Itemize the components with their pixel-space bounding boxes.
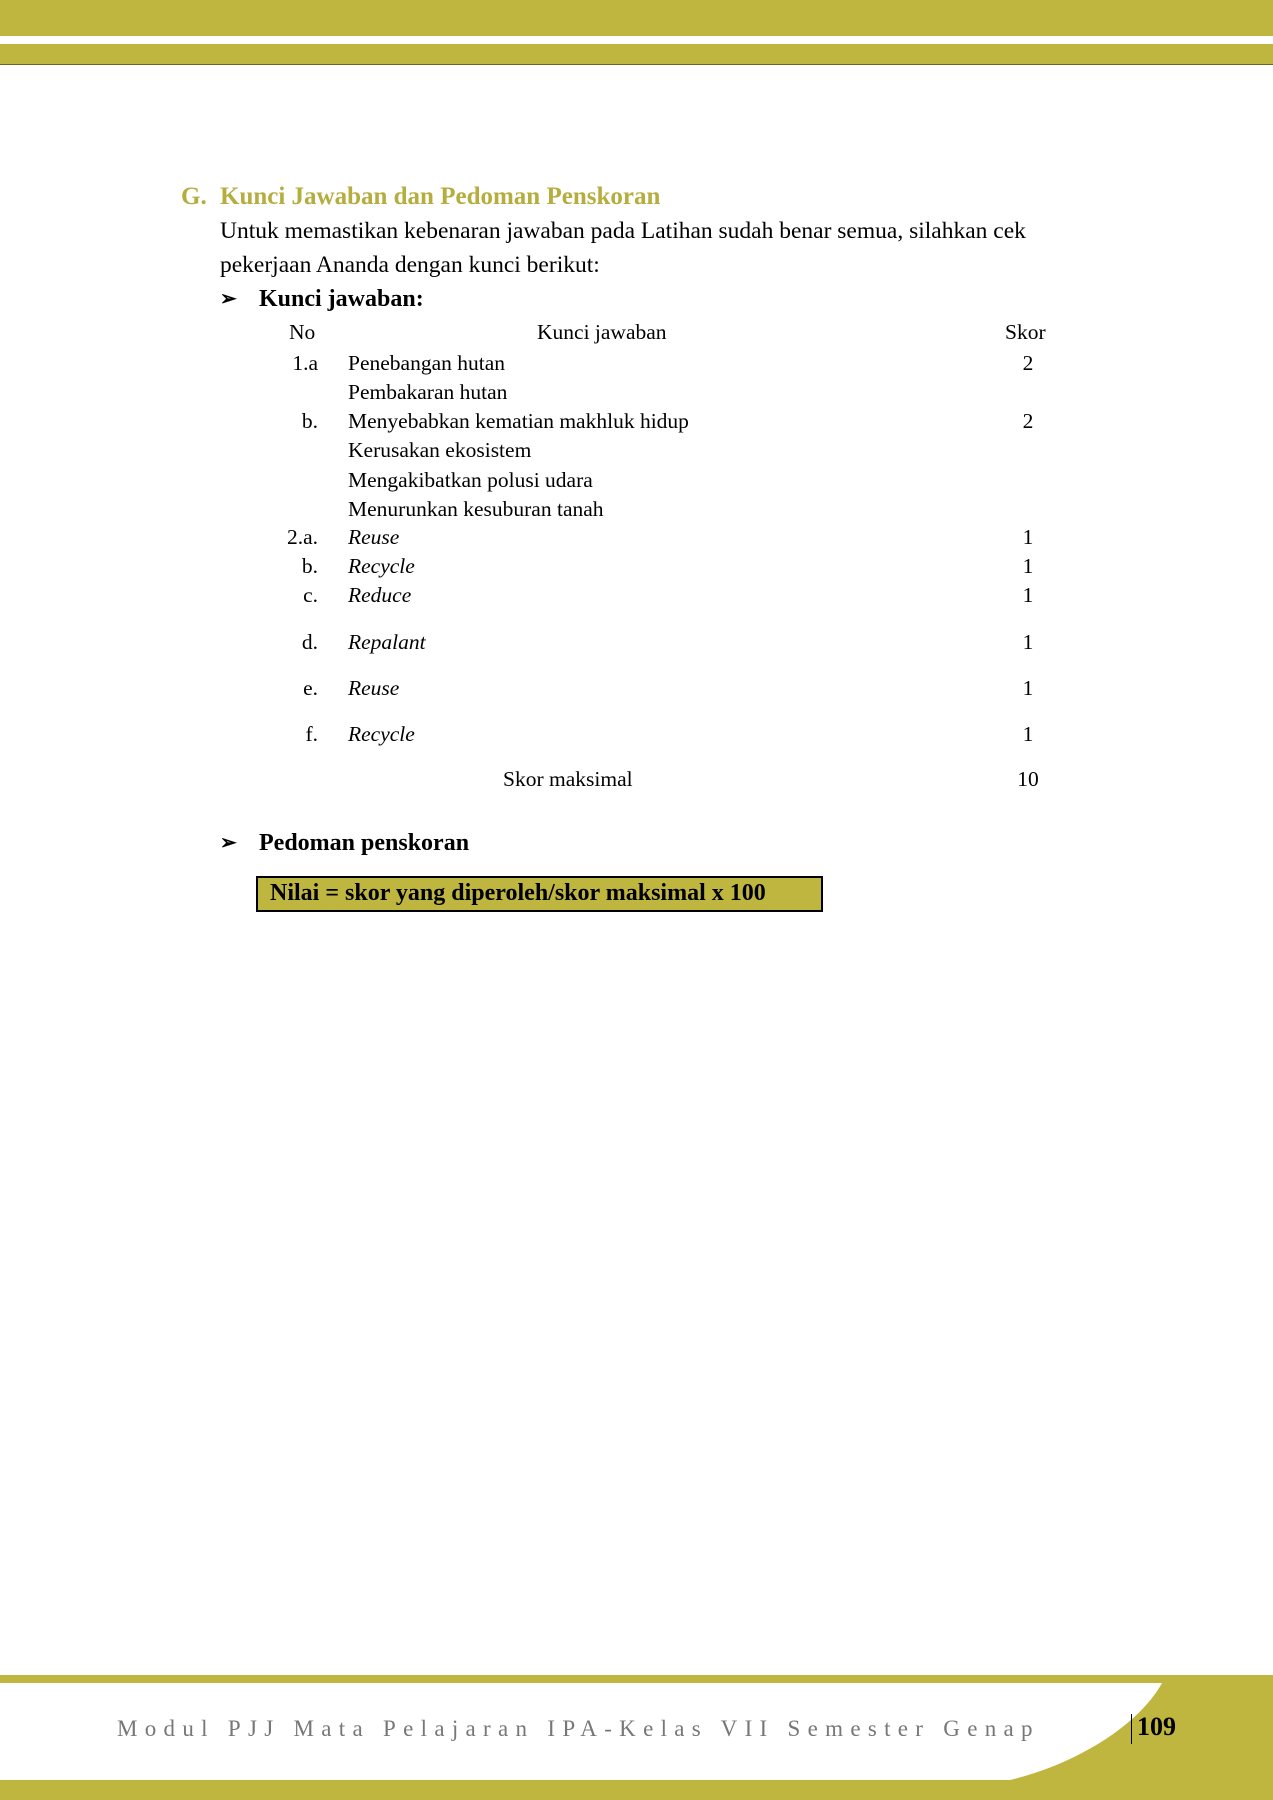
row-score: 1 <box>1022 554 1034 578</box>
row-score: 1 <box>1022 525 1034 549</box>
intro-line-1: Untuk memastikan kebenaran jawaban pada Latihan sudah benar semua, silahkan cek <box>220 218 1026 244</box>
total-score: 10 <box>1017 767 1039 791</box>
row-score: 1 <box>1022 583 1034 607</box>
row-answer: Menyebabkan kematian makhluk hidup <box>348 409 689 433</box>
section-letter: G. <box>181 183 207 210</box>
scoring-formula: Nilai = skor yang diperoleh/skor maksimal x 100 <box>270 880 766 906</box>
row-score: 1 <box>1022 630 1034 654</box>
bullet-arrow-icon: ➢ <box>220 288 237 310</box>
scoring-formula-box <box>256 876 823 912</box>
row-number: 1.a <box>292 351 318 375</box>
row-number: c. <box>303 583 318 607</box>
page-number: 109 <box>1137 1712 1176 1741</box>
row-score: 2 <box>1022 409 1034 433</box>
footer-band-top <box>0 1675 1273 1683</box>
row-answer: Reuse <box>348 525 400 549</box>
row-answer: Mengakibatkan polusi udara <box>348 468 593 492</box>
column-header-answer: Kunci jawaban <box>537 320 667 344</box>
header-band-bottom <box>0 44 1273 65</box>
row-number: e. <box>303 676 318 700</box>
row-answer: Repalant <box>348 630 426 654</box>
row-score: 2 <box>1022 351 1034 375</box>
row-number: f. <box>305 722 318 746</box>
row-number: b. <box>301 554 318 578</box>
row-number: b. <box>301 409 318 433</box>
column-header-score: Skor <box>1005 320 1046 344</box>
intro-line-2: pekerjaan Ananda dengan kunci berikut: <box>220 252 600 278</box>
row-answer: Pembakaran hutan <box>348 380 508 404</box>
row-answer: Recycle <box>348 554 415 578</box>
row-answer: Penebangan hutan <box>348 351 506 375</box>
header-band-top <box>0 0 1273 36</box>
row-score: 1 <box>1022 676 1034 700</box>
total-label: Skor maksimal <box>503 767 633 791</box>
section-title: Kunci Jawaban dan Pedoman Penskoran <box>220 183 661 210</box>
row-answer: Reduce <box>348 583 412 607</box>
footer-module-text: Modul PJJ Mata Pelajaran IPA-Kelas VII Semester Genap <box>117 1716 1040 1741</box>
row-answer: Reuse <box>348 676 400 700</box>
row-number: d. <box>301 630 318 654</box>
row-answer: Menurunkan kesuburan tanah <box>348 497 604 521</box>
answer-key-title: Kunci jawaban: <box>259 286 424 312</box>
page-number-divider <box>1131 1714 1132 1744</box>
bullet-arrow-icon: ➢ <box>220 832 237 854</box>
column-header-no: No <box>289 320 316 344</box>
scoring-title: Pedoman penskoran <box>259 830 470 856</box>
row-answer: Recycle <box>348 722 415 746</box>
row-answer: Kerusakan ekosistem <box>348 438 532 462</box>
row-number: 2.a. <box>286 525 318 549</box>
row-score: 1 <box>1022 722 1034 746</box>
